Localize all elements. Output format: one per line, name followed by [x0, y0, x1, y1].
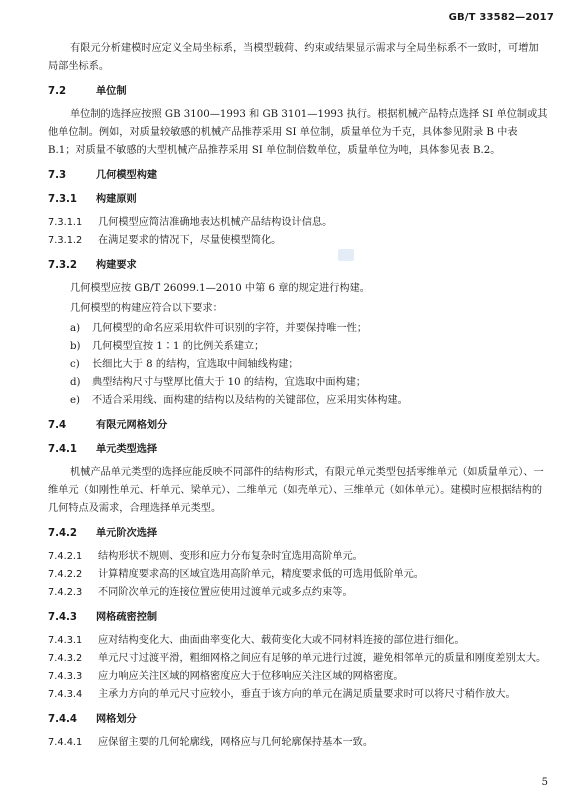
clause-item [48, 566, 548, 584]
paragraph: 机械产品单元类型的选择应能反映不同部件的结构形式，有限元单元类型包括零维单元（如质量单元）、一维单元（如刚性单元、杆单元、梁单元）、二维单元（如壳单元）、三维单元（如体单元）。建模时应根据结构的几何特点及需求，合理选择单元类型。 [48, 467, 544, 514]
section-7-4-1-heading [48, 442, 548, 458]
clause-item [48, 632, 548, 650]
section-7-4-4-heading [48, 712, 548, 728]
clause-item [48, 232, 548, 250]
clause-number: 7.4.2.3 [48, 587, 83, 598]
section-title: 构建要求 [96, 260, 137, 271]
section-7-2-paragraph: 单位制的选择应按照 GB 3100—1993 和 GB 3101—1993 执行。根据机械产品特点选择 SI 单位制或其他单位制。例如，对质量较敏感的机械产品推荐采用 SI 单位制，质量单位为千克，具体参见附录 B 中表 B.1；对质量不敏感的大型机械产品推荐采用 SI 单位制倍数单位，质量单位为吨，具体参见表 B.2。 [48, 109, 548, 156]
clause-text: 几何模型应简洁准确地表达机械产品结构设计信息。 [98, 217, 333, 228]
section-number: 7.4.1 [48, 444, 78, 455]
paragraph: 几何模型应按 GB/T 26099.1—2010 中第 6 章的规定进行构建。 [70, 283, 370, 294]
clause-number: 7.4.4.1 [48, 737, 83, 748]
clause-number: 7.4.3.2 [48, 653, 83, 664]
clause-text: 不同阶次单元的连接位置应使用过渡单元或多点约束等。 [98, 587, 353, 598]
clause-number: 7.3.1.2 [48, 235, 83, 246]
list-text: 不适合采用线、面构建的结构以及结构的关键部位，应采用实体构建。 [92, 395, 408, 406]
clause-number: 7.4.2.1 [48, 551, 83, 562]
section-number: 7.3.1 [48, 194, 78, 205]
clause-item [48, 668, 548, 686]
standard-number-header: GB/T 33582—2017 [448, 12, 554, 23]
intro-paragraph: 有限元分析建模时应定义全局坐标系，当模型载荷、约束或结果显示需求与全局坐标系不一致时，可增加局部坐标系。 [48, 43, 539, 72]
section-7-3-2-heading [48, 258, 548, 274]
list-marker: d) [70, 377, 81, 388]
list-text: 长细比大于 8 的结构，宜选取中间轴线构建； [92, 359, 299, 370]
section-title: 几何模型构建 [96, 170, 158, 181]
clause-item [48, 548, 548, 566]
section-number: 7.2 [48, 86, 67, 97]
list-marker: a) [70, 323, 81, 334]
clause-text: 在满足要求的情况下，尽量使模型简化。 [98, 235, 282, 246]
section-title: 构建原则 [96, 194, 137, 205]
clause-text: 应保留主要的几何轮廓线，网格应与几何轮廓保持基本一致。 [98, 737, 374, 748]
clause-text: 计算精度要求高的区域宜选用高阶单元，精度要求低的可选用低阶单元。 [98, 569, 424, 580]
section-7-4-3-heading [48, 610, 548, 626]
section-title: 网格疏密控制 [96, 612, 158, 623]
clause-number: 7.3.1.1 [48, 217, 83, 228]
clause-number: 7.4.2.2 [48, 569, 83, 580]
clause-number: 7.4.3.1 [48, 635, 83, 646]
list-item [48, 392, 548, 410]
list-text: 几何模型的命名应采用软件可识别的字符，并要保持唯一性； [92, 323, 368, 334]
section-number: 7.4 [48, 420, 67, 431]
list-item [48, 338, 548, 356]
clause-item [48, 686, 548, 704]
list-marker: e) [70, 395, 81, 406]
section-title: 单元类型选择 [96, 444, 158, 455]
section-7-4-heading [48, 418, 548, 434]
document-body [48, 40, 548, 752]
section-title: 单位制 [96, 86, 127, 97]
clause-text: 主承力方向的单元尺寸应较小，垂直于该方向的单元在满足质量要求时可以将尺寸稍作放大。 [98, 689, 516, 700]
section-title: 网格划分 [96, 714, 137, 725]
page-number: 5 [541, 777, 548, 788]
list-marker: c) [70, 359, 80, 370]
clause-item [48, 214, 548, 232]
clause-text: 应力响应关注区域的网格密度应大于位移响应关注区域的网格密度。 [98, 671, 404, 682]
clause-item [48, 584, 548, 602]
section-title: 单元阶次选择 [96, 528, 158, 539]
section-number: 7.4.2 [48, 528, 78, 539]
section-number: 7.3 [48, 170, 67, 181]
clause-number: 7.4.3.4 [48, 689, 83, 700]
clause-number: 7.4.3.3 [48, 671, 83, 682]
clause-item [48, 734, 548, 752]
section-7-3-heading [48, 168, 548, 184]
paragraph: 几何模型的构建应符合以下要求： [70, 303, 223, 314]
list-item [48, 320, 548, 338]
section-7-3-1-heading [48, 192, 548, 208]
list-item [48, 356, 548, 374]
section-title: 有限元网格划分 [96, 420, 168, 431]
section-7-2-heading [48, 84, 548, 100]
clause-text: 应对结构变化大、曲面曲率变化大、载荷变化大或不同材料连接的部位进行细化。 [98, 635, 465, 646]
section-number: 7.3.2 [48, 260, 78, 271]
section-7-4-2-heading [48, 526, 548, 542]
list-item [48, 374, 548, 392]
list-text: 典型结构尺寸与壁厚比值大于 10 的结构，宜选取中面构建； [92, 377, 367, 388]
section-number: 7.4.4 [48, 714, 78, 725]
clause-item [48, 650, 548, 668]
list-text: 几何模型宜按 1∶1 的比例关系建立； [92, 341, 265, 352]
clause-text: 单元尺寸过渡平滑，粗细网格之间应有足够的单元进行过渡，避免相邻单元的质量和刚度差别太大。 [98, 653, 547, 664]
clause-text: 结构形状不规则、变形和应力分布复杂时宜选用高阶单元。 [98, 551, 363, 562]
list-marker: b) [70, 341, 81, 352]
section-number: 7.4.3 [48, 612, 78, 623]
